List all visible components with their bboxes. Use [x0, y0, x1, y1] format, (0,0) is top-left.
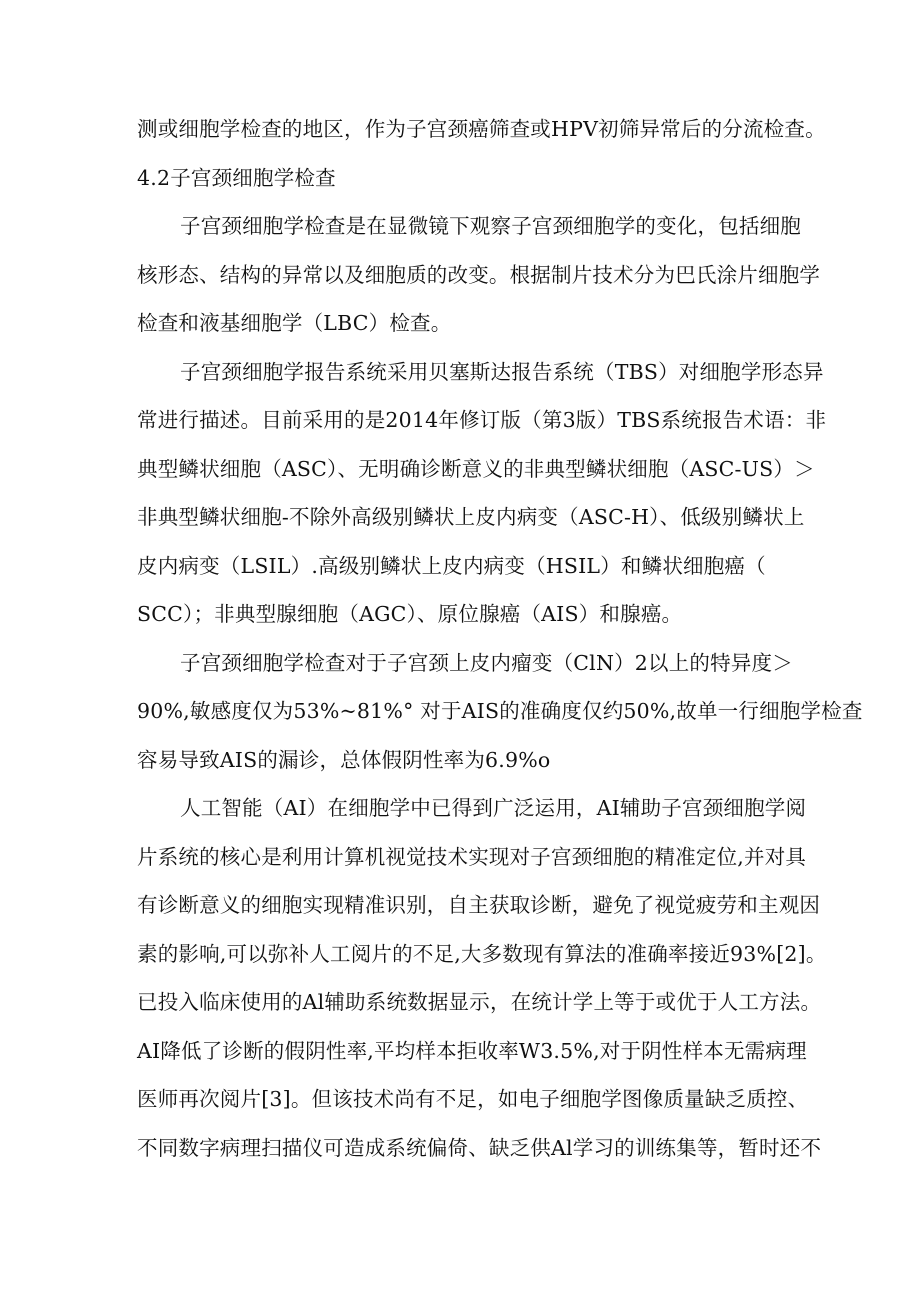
paragraph-line: 非典型鳞状细胞-不除外高级别鳞状上皮内病变（ASC-H）、低级别鳞状上	[137, 505, 805, 529]
paragraph-line: 检查和液基细胞学（LBC）检查。	[137, 311, 452, 335]
paragraph-line: 已投入临床使用的Al辅助系统数据显示，在统计学上等于或优于人工方法。	[137, 990, 822, 1014]
paragraph-line: 90%,敏感度仅为53%~81%° 对于AIS的准确度仅约50%,故单一行细胞学检查	[137, 699, 863, 723]
paragraph-line: 容易导致AIS的漏诊，总体假阴性率为6.9%o	[137, 748, 551, 772]
paragraph-line: 核形态、结构的异常以及细胞质的改变。根据制片技术分为巴氏涂片细胞学	[137, 263, 821, 287]
paragraph-line: 素的影响,可以弥补人工阅片的不足,大多数现有算法的准确率接近93%[2]。	[137, 942, 827, 966]
paragraph-line: 片系统的核心是利用计算机视觉技术实现对子宫颈细胞的精准定位,并对具	[137, 845, 807, 869]
paragraph-line: 有诊断意义的细胞实现精准识别，自主获取诊断，避免了视觉疲劳和主观因	[137, 893, 821, 917]
paragraph-line: SCC）；非典型腺细胞（AGC）、原位腺癌（AIS）和腺癌。	[137, 602, 683, 626]
paragraph-line: 常进行描述。目前采用的是2014年修订版（第3版）TBS系统报告术语：非	[137, 408, 827, 432]
paragraph-line: 子宫颈细胞学检查是在显微镜下观察子宫颈细胞学的变化，包括细胞	[180, 214, 801, 238]
paragraph-line: 典型鳞状细胞（ASC）、无明确诊断意义的非典型鳞状细胞（ASC-US）＞	[137, 457, 815, 481]
paragraph-line: 人工智能（AI）在细胞学中已得到广泛运用，AI辅助子宫颈细胞学阅	[180, 796, 807, 820]
section-heading: 4.2子宫颈细胞学检查	[137, 166, 336, 190]
paragraph-line: 子宫颈细胞学检查对于子宫颈上皮内瘤变（ClN）2以上的特异度＞	[180, 651, 793, 675]
paragraph-line: 子宫颈细胞学报告系统采用贝塞斯达报告系统（TBS）对细胞学形态异	[180, 360, 824, 384]
text-line: 测或细胞学检查的地区，作为子宫颈癌筛查或HPV初筛异常后的分流检查。	[137, 117, 826, 141]
paragraph-line: AI降低了诊断的假阴性率,平均样本拒收率W3.5%,对于阴性样本无需病理	[137, 1039, 807, 1063]
paragraph-line: 皮内病变（LSIL）.高级别鳞状上皮内病变（HSIL）和鳞状细胞癌（	[137, 554, 766, 578]
paragraph-line: 医师再次阅片[3]。但该技术尚有不足，如电子细胞学图像质量缺乏质控、	[137, 1087, 809, 1111]
paragraph-line: 不同数字病理扫描仪可造成系统偏倚、缺乏供Al学习的训练集等，暂时还不	[137, 1136, 822, 1160]
